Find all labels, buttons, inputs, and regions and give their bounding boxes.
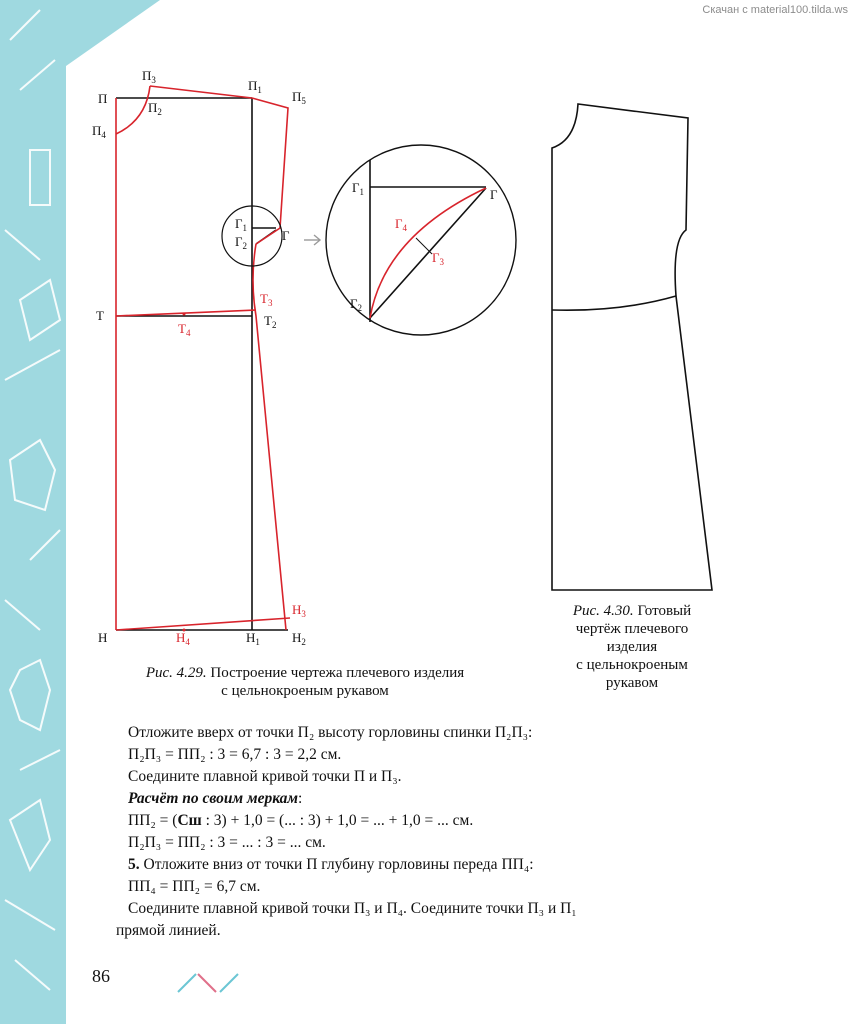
zoom-arrow xyxy=(304,235,320,245)
finished-pattern xyxy=(552,104,712,590)
text-line: П₂П₃ = ПП₂ : 3 = 6,7 : 3 = 2,2 см. xyxy=(128,746,342,763)
label-T: Т xyxy=(96,308,104,323)
label-T3: $Т_3$ xyxy=(260,291,273,308)
pattern-outline xyxy=(116,86,290,630)
text-line: Расчёт по своим меркам: xyxy=(128,790,303,807)
label-P4: $П_4$ xyxy=(92,123,106,140)
watermark: Скачан с material100.tilda.ws xyxy=(702,4,848,16)
fig429-labels xyxy=(92,68,306,647)
label-P1: $П_1$ xyxy=(248,78,262,95)
figure-430-caption: Рис. 4.30. Готовый чертёж плечевого изделия с цельнокроеным рукавом xyxy=(572,603,692,691)
construction-lines xyxy=(116,98,288,630)
label-P5: $П_5$ xyxy=(292,89,306,106)
label-H3: $Н_3$ xyxy=(292,602,306,619)
zoom-detail xyxy=(326,145,516,335)
text-line: Соедините плавной кривой точки П₃ и П₄. Соедините точки П₃ и П₁ xyxy=(128,900,577,917)
label-G1: $Г_1$ xyxy=(235,216,248,233)
text-line: ПП₄ = ПП₂ = 6,7 см. xyxy=(128,878,261,895)
point-markers xyxy=(183,313,186,632)
label-P: П xyxy=(98,91,108,106)
zoom-label-G1: $Г_1$ xyxy=(352,180,365,197)
label-H: Н xyxy=(98,630,108,645)
text-line: П₂П₃ = ПП₂ : 3 = ... : 3 = ... см. xyxy=(128,834,326,851)
label-H1: $Н_1$ xyxy=(246,630,260,647)
text-line: 5. Отложите вниз от точки П глубину горловины переда ПП₄: xyxy=(128,856,534,873)
label-H2: $Н_2$ xyxy=(292,630,306,647)
bottom-decoration xyxy=(176,970,256,996)
figure-429-caption: Рис. 4.29. Построение чертежа плечевого изделия с цельнокроеным рукавом xyxy=(145,665,465,699)
zoom-label-G4: $Г_4$ xyxy=(395,216,408,233)
page-number: 86 xyxy=(92,966,110,986)
label-G2: $Г_2$ xyxy=(235,234,248,251)
label-T4: $Т_4$ xyxy=(178,321,191,338)
text-line: Отложите вверх от точки П₂ высоту горловины спинки П₂П₃: xyxy=(128,724,533,741)
label-H4: $Н_4$ xyxy=(176,630,190,647)
zoom-label-G2: $Г_2$ xyxy=(350,296,363,313)
label-P3: $П_3$ xyxy=(142,68,156,85)
zoom-label-G3: $Г_3$ xyxy=(432,250,445,267)
text-line: ПП₂ = (Сш : 3) + 1,0 = (... : 3) + 1,0 = ... + 1,0 = ... см. xyxy=(128,812,474,829)
text-line: прямой линией. xyxy=(116,922,221,939)
text-line: Соедините плавной кривой точки П и П₃. xyxy=(128,768,402,785)
label-P2: $П_2$ xyxy=(148,100,162,117)
zoom-label-G: Г xyxy=(490,187,498,202)
label-G: Г xyxy=(282,228,290,243)
label-T2: $Т_2$ xyxy=(264,313,277,330)
instruction-text xyxy=(116,722,768,942)
